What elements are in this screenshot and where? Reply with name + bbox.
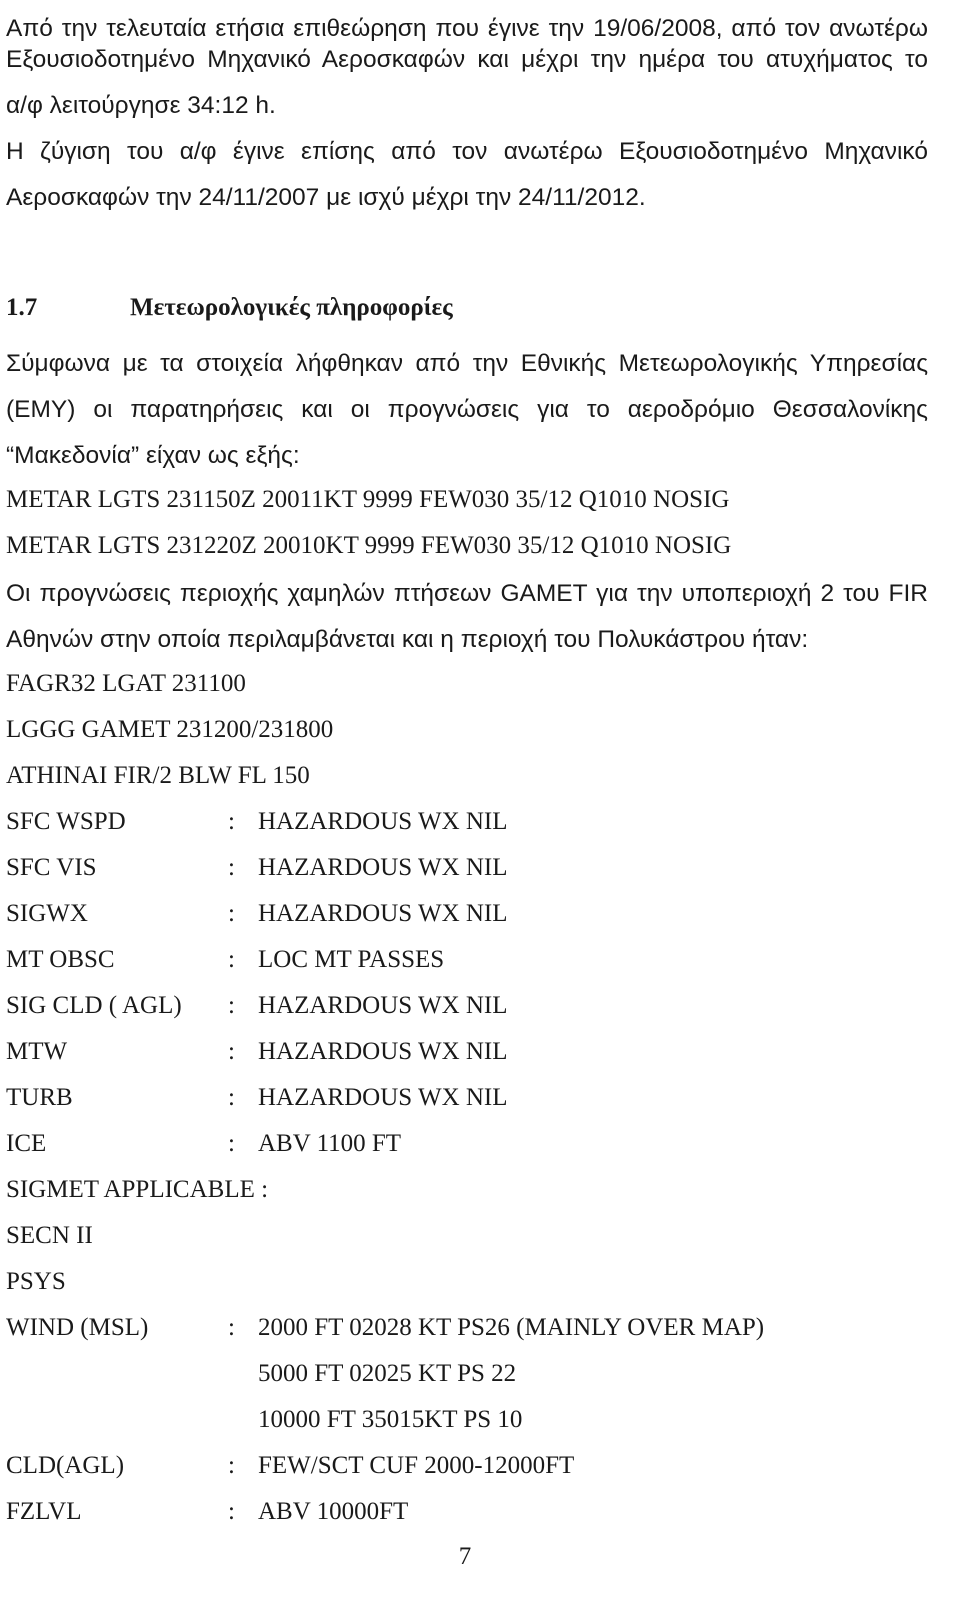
gamet-row-key: CLD(AGL): [6, 1452, 125, 1479]
section-title: Μετεωρολογικές πληροφορίες: [130, 294, 453, 321]
body-p2-line-1: Οι προγνώσεις περιοχής χαμηλών πτήσεων GAMET για την υποπεριοχή 2 του FIR: [6, 580, 928, 607]
gamet-row-value: HAZARDOUS WX NIL: [258, 900, 508, 927]
gamet-row-value: FEW/SCT CUF 2000-12000FT: [258, 1452, 575, 1479]
gamet-row-value: HAZARDOUS WX NIL: [258, 992, 508, 1019]
gamet-row-value: HAZARDOUS WX NIL: [258, 854, 508, 881]
gamet-sigmet: SIGMET APPLICABLE :: [6, 1176, 269, 1203]
section-number: 1.7: [6, 294, 38, 321]
intro-line-2: Εξουσιοδοτημένο Μηχανικό Αεροσκαφών και μέχρι την ημέρα του ατυχήματος το: [6, 46, 928, 73]
gamet-row-separator: :: [228, 1038, 235, 1065]
gamet-psys: PSYS: [6, 1268, 66, 1295]
body-p1-line-1: Σύμφωνα με τα στοιχεία λήφθηκαν από την Εθνικής Μετεωρολογικής Υπηρεσίας: [6, 350, 928, 377]
gamet-row-value: 10000 FT 35015KT PS 10: [258, 1406, 523, 1433]
gamet-row-key: FZLVL: [6, 1498, 82, 1525]
gamet-secn: SECN II: [6, 1222, 93, 1249]
gamet-header-2: LGGG GAMET 231200/231800: [6, 716, 334, 743]
gamet-row-separator: :: [228, 1084, 235, 1111]
gamet-row-key: MT OBSC: [6, 946, 115, 973]
gamet-row-key: SIG CLD ( AGL): [6, 992, 182, 1019]
gamet-row-key: SFC WSPD: [6, 808, 126, 835]
gamet-row-separator: :: [228, 992, 235, 1019]
gamet-row-separator: :: [228, 1498, 235, 1525]
metar-line-1: METAR LGTS 231150Z 20011KT 9999 FEW030 35/12 Q1010 NOSIG: [6, 486, 730, 513]
gamet-row-key: TURB: [6, 1084, 73, 1111]
gamet-row-separator: :: [228, 946, 235, 973]
body-p1-line-2: (ΕΜΥ) οι παρατηρήσεις και οι προγνώσεις για το αεροδρόμιο Θεσσαλονίκης: [6, 396, 928, 423]
gamet-row-value: 5000 FT 02025 KT PS 22: [258, 1360, 517, 1387]
gamet-row-key: ICE: [6, 1130, 47, 1157]
intro-line-5: Αεροσκαφών την 24/11/2007 με ισχύ μέχρι την 24/11/2012.: [6, 184, 646, 211]
intro-line-4: Η ζύγιση του α/φ έγινε επίσης από τον ανωτέρω Εξουσιοδοτημένο Μηχανικό: [6, 138, 928, 165]
gamet-row-key: WIND (MSL): [6, 1314, 149, 1341]
intro-line-1: Από την τελευταία ετήσια επιθεώρηση που έγινε την 19/06/2008, από τον ανωτέρω: [6, 15, 928, 42]
page-number: 7: [458, 1543, 472, 1570]
gamet-row-separator: :: [228, 1314, 235, 1341]
metar-line-2: METAR LGTS 231220Z 20010KT 9999 FEW030 35/12 Q1010 NOSIG: [6, 532, 732, 559]
gamet-header-1: FAGR32 LGAT 231100: [6, 670, 246, 697]
gamet-row-key: SIGWX: [6, 900, 88, 927]
gamet-row-separator: :: [228, 854, 235, 881]
body-p1-line-3: “Μακεδονία” είχαν ως εξής:: [6, 442, 300, 469]
gamet-row-key: SFC VIS: [6, 854, 97, 881]
gamet-row-value: LOC MT PASSES: [258, 946, 445, 973]
body-p2-line-2: Αθηνών στην οποία περιλαμβάνεται και η περιοχή του Πολυκάστρου ήταν:: [6, 626, 809, 653]
gamet-row-value: 2000 FT 02028 KT PS26 (MAINLY OVER MAP): [258, 1314, 765, 1341]
gamet-row-separator: :: [228, 1130, 235, 1157]
gamet-row-separator: :: [228, 1452, 235, 1479]
gamet-row-key: MTW: [6, 1038, 68, 1065]
gamet-row-value: ABV 10000FT: [258, 1498, 409, 1525]
gamet-header-3: ATHINAI FIR/2 BLW FL 150: [6, 762, 310, 789]
intro-line-3: α/φ λειτούργησε 34:12 h.: [6, 92, 276, 119]
gamet-row-value: ABV 1100 FT: [258, 1130, 402, 1157]
gamet-row-value: HAZARDOUS WX NIL: [258, 1084, 508, 1111]
gamet-row-value: HAZARDOUS WX NIL: [258, 1038, 508, 1065]
gamet-row-separator: :: [228, 808, 235, 835]
gamet-row-value: HAZARDOUS WX NIL: [258, 808, 508, 835]
gamet-row-separator: :: [228, 900, 235, 927]
